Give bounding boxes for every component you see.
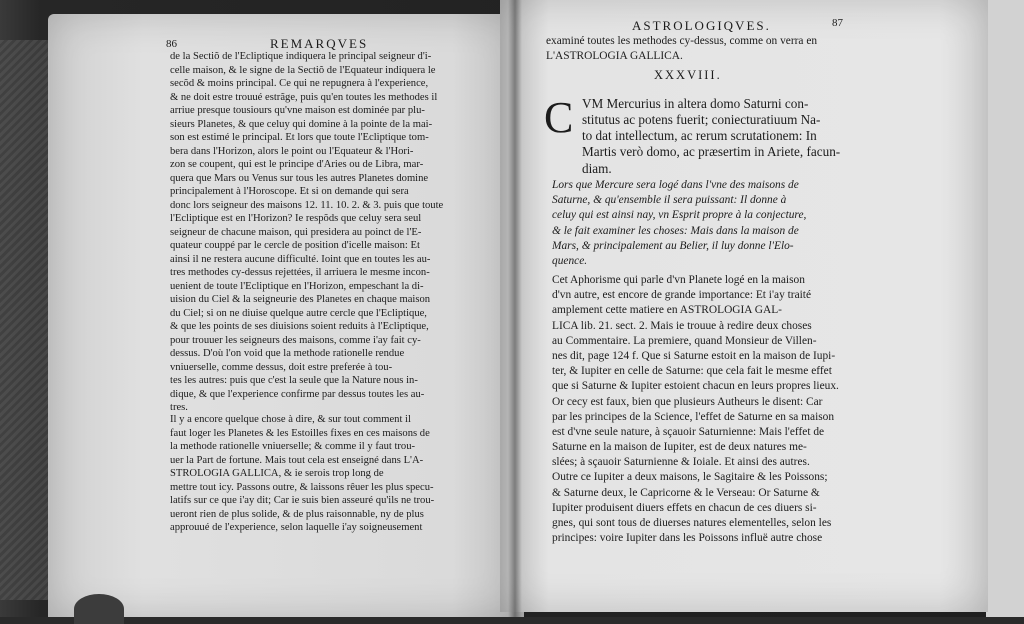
latin-aphorism-first — [582, 96, 872, 112]
text-line: ueront rien de plus solide, & de plus raisonnable, ny de plus — [170, 508, 424, 520]
text-line: est d'vne seule nature, à sçauoir Saturnienne: Mais l'effet de — [552, 425, 825, 438]
text-line: la methode rationelle vniuerselle; & comme il y faut trou- — [170, 441, 416, 452]
text-line: uenient de toute l'Ecliptique en l'Horizon, empeschant la di- — [170, 280, 424, 292]
italic-line: Saturne, & qu'ensemble il sera puissant: Il donne à — [552, 194, 787, 207]
text-line: l'Ecliptique est en l'Horizon? Ie respõds que celuy sera seul — [170, 213, 422, 224]
text-line: tres. — [170, 402, 188, 413]
text-line: d'vn autre, est encore de grande importance: Et i'ay traité — [552, 289, 812, 302]
text-line: celle maison, & le signe de la Sectiõ de l'Equateur indiquera le — [170, 64, 436, 76]
text-line: tres methodes cy-dessus rejettées, il arriuera le mesme incon- — [170, 267, 430, 278]
text-line: ainsi il ne restera aucune difficulté. Ioint que en toutes les au- — [170, 253, 431, 265]
text-line: uer la Part de fortune. Mais tout cela est enseigné dans L'A- — [170, 454, 424, 466]
latin-first-line: VM Mercurius in altera domo Saturni con- — [582, 96, 809, 111]
text-line: LICA lib. 21. sect. 2. Mais ie trouue à redire deux choses — [552, 319, 812, 332]
drop-cap: C — [544, 93, 574, 142]
text-line: & que les points de ses diuisions soient reduits à l'Ecliptique, — [170, 321, 429, 332]
right-page-header: ASTROLOGIQVES. — [632, 18, 771, 33]
text-line: STROLOGIA GALLICA, & ie serois trop long de — [170, 468, 384, 479]
text-line: de la Sectiõ de l'Ecliptique indiquera le principal seigneur d'i- — [170, 51, 432, 62]
text-line: vniuerselle, comme dessus, doit estre preferée à tou- — [170, 361, 393, 373]
text-line: par les principes de la Science, l'effet de Saturne en sa maison — [552, 410, 835, 423]
french-translation — [552, 178, 862, 269]
latin-line: to dat intellectum, ac rerum scrutationem: In — [582, 128, 817, 144]
text-line: L'ASTROLOGIA GALLICA. — [546, 50, 683, 63]
text-line: son est estimé le principal. Et lors que toute l'Ecliptique tom- — [170, 132, 429, 143]
text-line: uision du Ciel & la seigneurie des Planetes en chaque maison — [170, 294, 431, 305]
text-line: amplement cette matiere en ASTROLOGIA GAL- — [552, 304, 782, 317]
right-page-number: 87 — [832, 17, 843, 29]
text-line: donc lors seigneur des maisons 12. 11. 10. 2. & 3. puis que toute — [170, 199, 444, 211]
italic-line: quence. — [552, 254, 588, 267]
latin-aphorism — [582, 112, 872, 177]
italic-line: & le fait examiner les choses: Mais dans la maison de — [552, 224, 799, 237]
text-line: bera dans l'Horizon, alors le point ou l'Equateur & l'Hori- — [170, 145, 414, 157]
text-line: du Ciel; si on ne diuise quelque autre cercle que l'Ecliptique, — [170, 307, 427, 319]
text-line: seigneur de chacune maison, qui presidera au poinct de l'E- — [170, 226, 422, 238]
section-number: XXXVIII. — [654, 68, 722, 82]
text-line: faut loger les Planetes & les Estoilles fixes en ces maisons de — [170, 427, 430, 439]
text-line: dessus. D'où l'on void que la methode rationelle rendue — [170, 348, 405, 359]
commentary-text — [552, 273, 862, 546]
text-line: Outre ce Iupiter a deux maisons, le Sagitaire & les Poissons; — [552, 471, 828, 484]
italic-line: Mars, & principalement au Belier, il luy donne l'Elo- — [552, 239, 794, 252]
thumb — [74, 594, 124, 624]
text-line: sieurs Planetes, & que celuy qui domine à la pointe de la mai- — [170, 118, 433, 130]
text-line: quera que Mars ou Venus sur tous les autres Planetes domine — [170, 172, 429, 184]
text-line: Il y a encore quelque chose à dire, & sur tout comment il — [170, 414, 411, 425]
italic-line: Lors que Mercure sera logé dans l'vne des maisons de — [552, 179, 799, 191]
text-line: latifs sur ce que i'ay dit; Car ie suis bien asseuré qu'ils ne trou- — [170, 495, 435, 506]
text-line: examiné toutes les methodes cy-dessus, comme on verra en — [546, 35, 818, 47]
text-line: nes dit, page 124 f. Que si Saturne estoit en la maison de Iupi- — [552, 349, 836, 362]
binding-cloth — [0, 40, 48, 600]
latin-line: Martis verò domo, ac præsertim in Ariete, facun- — [582, 144, 841, 160]
text-line: slées; à sçauoir Saturnienne & Ioiale. Et ainsi des autres. — [552, 456, 810, 469]
text-line: & Saturne deux, le Capricorne & le Verseau: Or Saturne & — [552, 486, 820, 499]
text-line: dique, & que l'experience confirme par dessus toutes les au- — [170, 388, 425, 400]
text-line: quateur couppé par le cercle de position d'icelle maison: Et — [170, 240, 420, 251]
left-page-text-block-1 — [170, 50, 476, 415]
text-line: Iupiter produisent diuers effets en chacun de ces diuers si- — [552, 501, 817, 514]
text-line: approuué de l'experience, selon laquelle i'ay soigneusement — [170, 522, 423, 533]
latin-line: diam. — [582, 160, 612, 176]
text-line: gnes, qui sont tous de diuerses natures elementelles, selon les — [552, 517, 832, 529]
book-gutter — [508, 0, 522, 617]
text-line: que si Saturne & Iupiter estoient chacun en leurs propres lieux. — [552, 380, 839, 393]
text-line: pour trouuer les seigneurs des maisons, comme i'ay fait cy- — [170, 334, 421, 346]
left-page-text-block-2 — [170, 413, 476, 535]
text-line: secõd & moins principal. Ce qui ne repugnera à l'experience, — [170, 78, 429, 89]
right-page-intro — [546, 34, 856, 64]
text-line: & ne doit estre trouué estrãge, puis qu'en toutes les methodes il — [170, 91, 438, 103]
text-line: au Commentaire. La premiere, quand Monsieur de Villen- — [552, 334, 817, 347]
text-line: Or cecy est faux, bien que plusieurs Autheurs le disent: Car — [552, 395, 823, 408]
left-page-number: 86 — [166, 38, 177, 50]
latin-line: stitutus ac potens fuerit; coniecturatiuum Na- — [582, 112, 821, 127]
text-line: Saturne en la maison de Iupiter, est de deux natures me- — [552, 441, 807, 454]
text-line: ter, & Iupiter en celle de Saturne: que cela fait le mesme effet — [552, 365, 832, 378]
text-line: tes les autres: puis que c'est la seule que la Nature nous in- — [170, 375, 418, 386]
italic-line: celuy qui est ainsi nay, vn Esprit propre à la conjecture, — [552, 209, 807, 222]
text-line: arriue presque tousiours qu'vne maison est dominée par plu- — [170, 105, 425, 116]
text-line: zon se coupent, qui est le principe d'Aries ou de Libra, mar- — [170, 159, 424, 170]
text-line: principalement à l'Horoscope. Et si on demande qui sera — [170, 186, 409, 197]
text-line: principes: voire Iupiter dans les Poissons influë autre chose — [552, 532, 823, 545]
text-line: Cet Aphorisme qui parle d'vn Planete logé en la maison — [552, 274, 805, 286]
text-line: mettre tout icy. Passons outre, & laissons rêuer les plus specu- — [170, 481, 434, 493]
book-cover-edge — [986, 0, 1024, 617]
left-page-header: REMARQVES — [270, 36, 369, 51]
